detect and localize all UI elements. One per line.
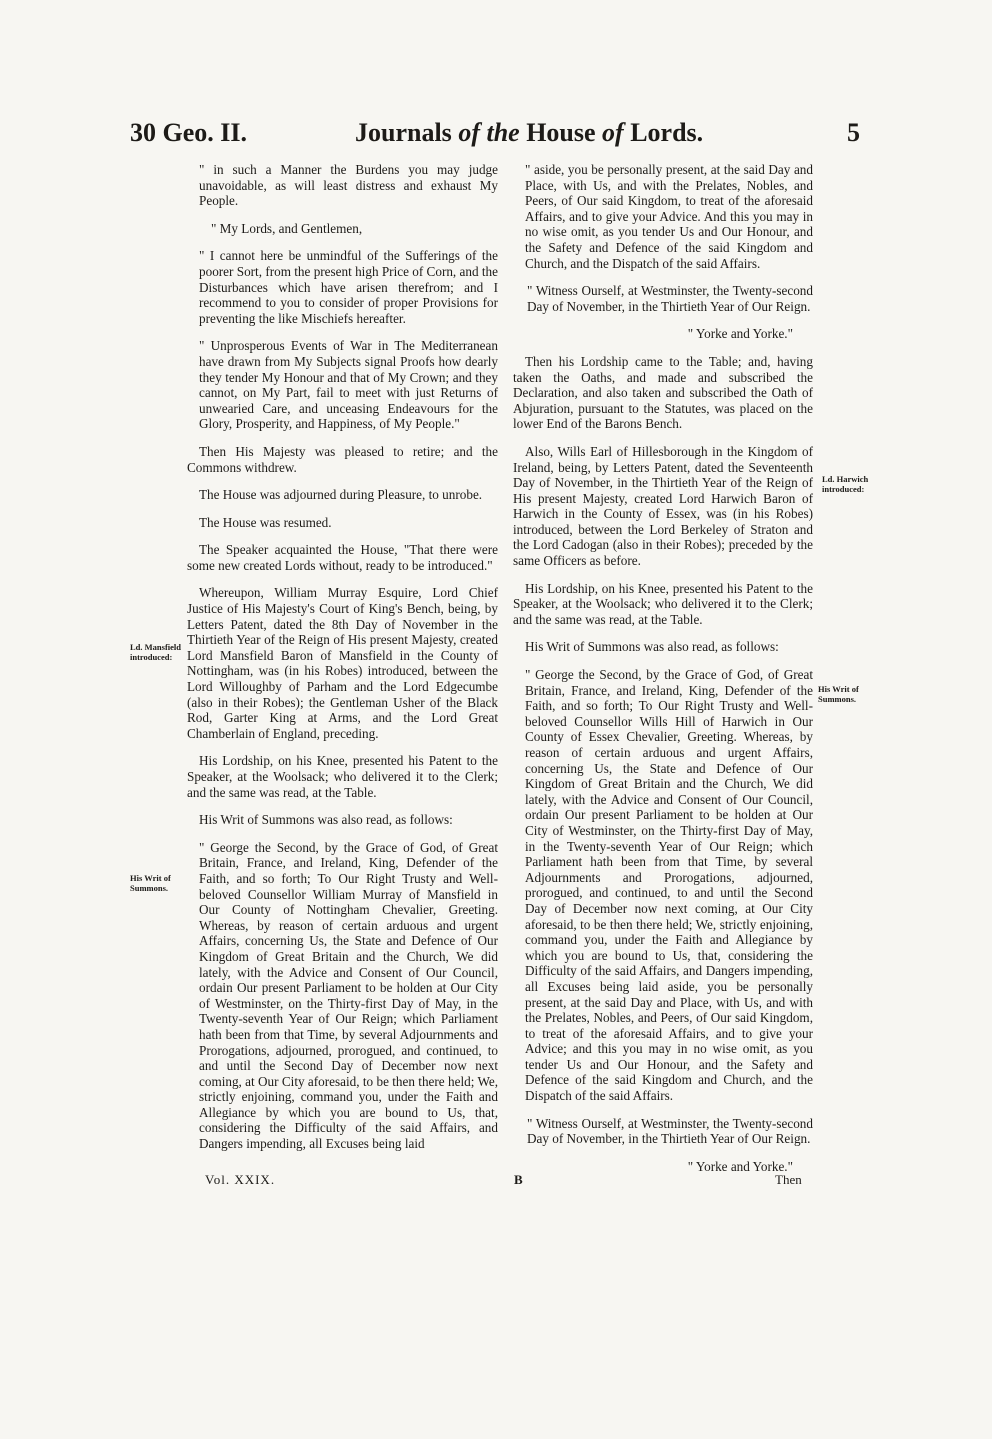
signature-mark: B <box>514 1172 523 1187</box>
paragraph: " George the Second, by the Grace of God, of Great Britain, France, and Ireland, King, Defender of the Faith, and so forth; To Our Right Trusty and Well-beloved Counsellor Wills Hill of Harwich in Our County of Essex Chevalier, Greeting. Whereas, by reason of certain arduous and urgent Affairs, concerning Us, the State and Defence of Our Kingdom of Great Britain and the Church, We did lately, with the Advice and Consent of Our Council, ordain Our present Parliament to be holden at Our City of Westminster, on the Thirty-first Day of May, in the Twenty-seventh Year of Our Reign; which Parliament hath been from that Time, by several Adjournments and Prorogations, adjourned, prorogued, and continued, to and until the Second Day of December now next coming, at Our City aforesaid, to be then there held; We, strictly enjoining, command you, under the Faith and Allegiance by which you are bound to Us, that, considering the Difficulty of the said Affairs, and Dangers impending, all Excuses being laid aside, you be personally present, at the said Day and Place, with Us, and with the Prelates, Nobles, and Peers, of Our said Kingdom, to treat of the aforesaid Affairs, and to give your Advice; and this you may in no wise omit, as you tender Us and Our Honour, and the Safety and Defence of the said Kingdom and Church, and the Dispatch of the said Affairs. <box>525 667 813 1104</box>
margin-note-line: Summons. <box>130 882 169 893</box>
running-title <box>355 118 703 148</box>
paragraph: " Witness Ourself, at Westminster, the Twenty-second Day of November, in the Thirtieth Year of Our Reign. <box>527 283 813 314</box>
margin-note-line: His Writ of <box>130 873 171 883</box>
volume-number: Vol. XXIX. <box>205 1172 276 1187</box>
paragraph: " Unprosperous Events of War in The Mediterranean have drawn from My Subjects signal Proofs how dearly they tender My Honour and that of My Crown; and they cannot, on My Part, fail to meet with just Returns of unwearied Care, and unceasing Endeavours for the Glory, Prosperity, and Happiness, of My People." <box>199 338 498 432</box>
paragraph: His Writ of Summons was also read, as follows: <box>525 639 779 655</box>
title-part: of <box>602 118 624 147</box>
title-part: Journals <box>355 118 459 147</box>
left-column <box>187 162 498 1164</box>
title-part: House <box>519 118 603 147</box>
margin-note-writ-left <box>130 874 171 893</box>
margin-note-line: Summons. <box>818 693 857 704</box>
margin-note-harwich <box>822 475 868 494</box>
paragraph: " aside, you be personally present, at the said Day and Place, with Us, and with the Prelates, Nobles, and Peers, of Our said Kingdom, to treat of the aforesaid Affairs, and to give your Advice. And this you may in no wise omit, as you tender Us and Our Honour, and the Safety and Defence of the said Kingdom and Church, and the Dispatch of the said Affairs. <box>525 162 813 271</box>
page-number: 5 <box>847 118 860 147</box>
paragraph: " Yorke and Yorke." <box>687 1158 793 1174</box>
right-column <box>513 162 813 1186</box>
paragraph: " in such a Manner the Burdens you may judge unavoidable, as will least distress and exhaust My People. <box>199 162 498 209</box>
paragraph: " Witness Ourself, at Westminster, the Twenty-second Day of November, in the Thirtieth Year of Our Reign. <box>527 1115 813 1147</box>
paragraph: The House was resumed. <box>199 514 332 530</box>
margin-note-mansfield <box>130 643 181 662</box>
margin-note-line: His Writ of <box>818 684 859 694</box>
margin-note-line: introduced: <box>822 483 865 494</box>
margin-note-line: Ld. Mansfield <box>130 642 182 652</box>
paragraph: The House was adjourned during Pleasure, to unrobe. <box>199 487 483 503</box>
paragraph: His Lordship, on his Knee, presented his Patent to the Speaker, at the Woolsack; who delivered it to the Clerk; and the same was read, at the Table. <box>513 580 813 627</box>
paragraph: His Writ of Summons was also read, as follows: <box>199 812 453 828</box>
margin-note-line: Ld. Harwich <box>822 474 869 484</box>
catchword: Then <box>775 1172 802 1187</box>
paragraph: Then his Lordship came to the Table; and, having taken the Oaths, and made and subscribed the Declaration, and also taken and subscribed the Oath of Abjuration, pursuant to the Statutes, was placed on the lower End of the Barons Bench. <box>513 353 813 432</box>
paragraph: Whereupon, William Murray Esquire, Lord Chief Justice of His Majesty's Court of King's Bench, being, by Letters Patent, dated the 8th Day of November in the Thirtieth Year of the Reign of His present Majesty, created Lord Mansfield Baron of Mansfield in the County of Nottingham, was (in his Robes) introduced, between the Lord Willoughby of Parham and the Lord Edgecumbe (also in their Robes); the Gentleman Usher of the Black Rod, Garter King at Arms, and the Lord Great Chamberlain of England, preceding. <box>187 585 498 741</box>
margin-note-writ-right <box>818 685 859 704</box>
title-part: of the <box>458 118 520 147</box>
title-part: Lords. <box>623 118 704 147</box>
paragraph: " I cannot here be unmindful of the Sufferings of the poorer Sort, from the present high Price of Corn, and the Disturbances which have arisen therefrom; and I recommend to you to consider of proper Provisions for preventing the like Mischiefs hereafter. <box>199 248 498 326</box>
regnal-year: 30 Geo. II. <box>130 118 247 147</box>
margin-note-line: introduced: <box>130 651 173 662</box>
paragraph: His Lordship, on his Knee, presented his Patent to the Speaker, at the Woolsack; who delivered it to the Clerk; and the same was read, at the Table. <box>187 753 498 800</box>
paragraph: " Yorke and Yorke." <box>687 326 793 342</box>
paragraph: " George the Second, by the Grace of God, of Great Britain, France, and Ireland, King, Defender of the Faith, and so forth; To Our Right Trusty and Well-beloved Counsellor William Murray of Mansfield in Our County of Nottingham Chevalier, Greeting. Whereas, by reason of certain arduous and urgent Affairs, concerning Us, the State and Defence of Our Kingdom of Great Britain and the Church, We did lately, with the Advice and Consent of Our Council, ordain Our present Parliament to be holden at Our City of Westminster, on the Thirty-first Day of May, in the Twenty-seventh Year of Our Reign; which Parliament hath been from that Time, by several Adjournments and Prorogations, adjourned, prorogued, and continued, to and until the Second Day of December now next coming, at Our City aforesaid, to be then there held; We, strictly enjoining, command you, under the Faith and Allegiance by which you are bound to Us, that, considering the Difficulty of the said Affairs, and Dangers impending, all Excuses being laid <box>199 839 498 1152</box>
paragraph: The Speaker acquainted the House, "That there were some new created Lords without, ready to be introduced." <box>187 542 498 573</box>
paragraph: Also, Wills Earl of Hillesborough in the Kingdom of Ireland, being, by Letters Patent, dated the Seventeenth Day of November, in the Thirtieth Year of the Reign of His present Majesty, created Lord Harwich Baron of Harwich in the County of Essex, was (in his Robes) introduced, between the Lord Berkeley of Straton and the Lord Cadogan (also in their Robes); preceded by the same Officers as before. <box>513 443 813 569</box>
paragraph: " My Lords, and Gentlemen, <box>211 220 363 236</box>
page-header <box>130 118 860 162</box>
paragraph: Then His Majesty was pleased to retire; and the Commons withdrew. <box>187 443 498 475</box>
